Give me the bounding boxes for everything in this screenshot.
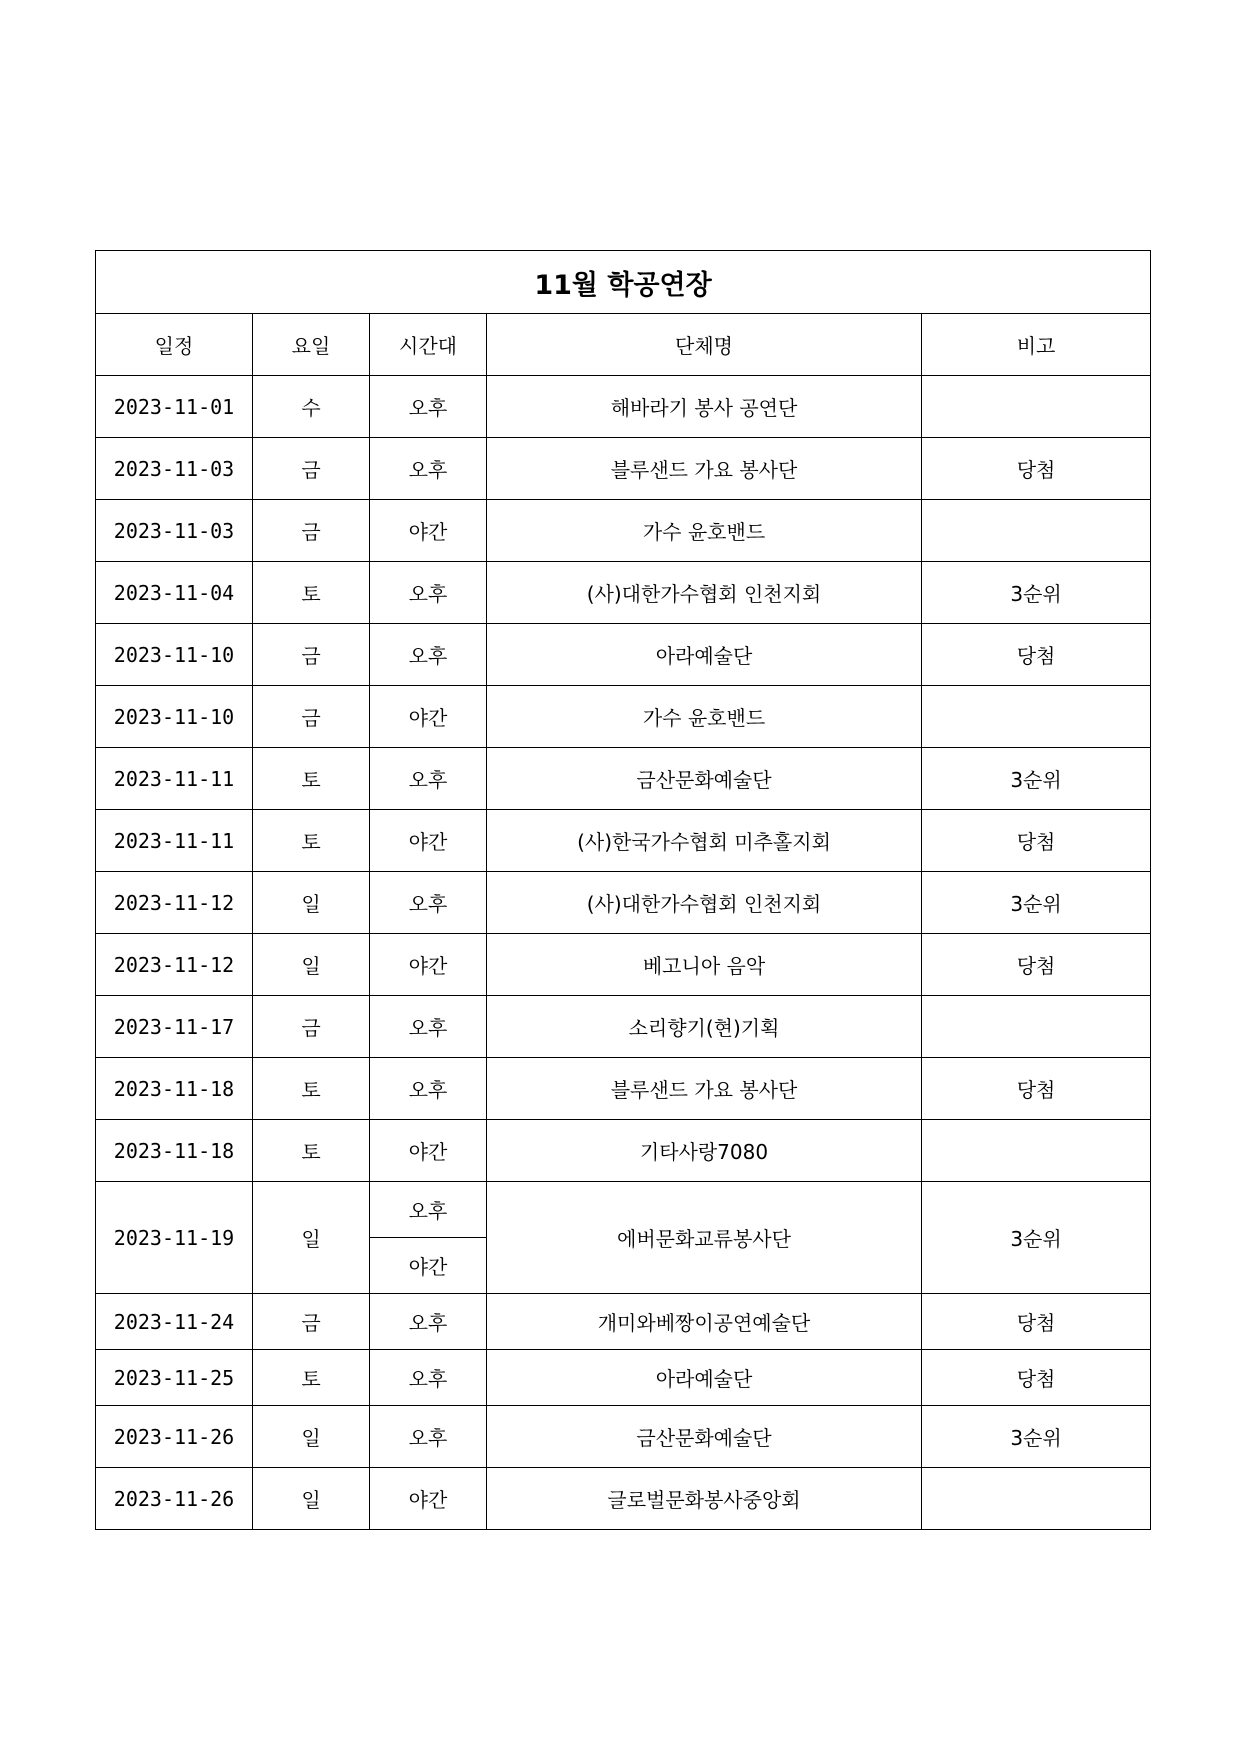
table-row — [96, 810, 1151, 872]
table-row — [96, 500, 1151, 562]
day-cell: 토 — [253, 810, 370, 872]
day-cell: 금 — [253, 624, 370, 686]
day-cell: 일 — [253, 1182, 370, 1294]
day-cell: 금 — [253, 996, 370, 1058]
table-row — [96, 562, 1151, 624]
group-cell: 개미와베짱이공연예술단 — [487, 1294, 922, 1350]
time-cell: 오후 — [370, 748, 487, 810]
day-cell: 일 — [253, 1468, 370, 1530]
table-row — [96, 1468, 1151, 1530]
time-cell: 야간 — [370, 934, 487, 996]
time-cell: 야간 — [370, 500, 487, 562]
group-cell: 에버문화교류봉사단 — [487, 1182, 922, 1294]
table-row — [96, 1294, 1151, 1350]
date-cell: 2023-11-04 — [96, 562, 253, 624]
time-cell: 오후 — [370, 376, 487, 438]
table-header-row — [96, 314, 1151, 376]
group-cell: 소리향기(현)기획 — [487, 996, 922, 1058]
time-cell: 오후 — [370, 1350, 487, 1406]
group-cell: 가수 윤호밴드 — [487, 500, 922, 562]
day-cell: 일 — [253, 1406, 370, 1468]
note-cell: 당첨 — [922, 1058, 1151, 1120]
time-cell: 오후 — [370, 624, 487, 686]
date-cell: 2023-11-01 — [96, 376, 253, 438]
note-cell: 3순위 — [922, 1182, 1151, 1294]
time-cell: 오후 — [370, 1294, 487, 1350]
group-cell: 글로벌문화봉사중앙회 — [487, 1468, 922, 1530]
note-cell — [922, 996, 1151, 1058]
day-cell: 금 — [253, 438, 370, 500]
day-cell: 토 — [253, 1058, 370, 1120]
day-cell: 일 — [253, 934, 370, 996]
group-cell: 가수 윤호밴드 — [487, 686, 922, 748]
time-cell: 야간 — [370, 1120, 487, 1182]
group-cell: (사)대한가수협회 인천지회 — [487, 872, 922, 934]
date-cell: 2023-11-11 — [96, 810, 253, 872]
group-cell: 기타사랑7080 — [487, 1120, 922, 1182]
table-row — [96, 748, 1151, 810]
group-cell: 아라예술단 — [487, 624, 922, 686]
table-row — [96, 1350, 1151, 1406]
day-cell: 금 — [253, 1294, 370, 1350]
day-cell: 금 — [253, 500, 370, 562]
note-cell: 당첨 — [922, 1350, 1151, 1406]
date-cell: 2023-11-12 — [96, 934, 253, 996]
time-cell: 야간 — [370, 810, 487, 872]
day-cell: 일 — [253, 872, 370, 934]
date-cell: 2023-11-10 — [96, 624, 253, 686]
table-row — [96, 1058, 1151, 1120]
time-cell: 오후 — [370, 438, 487, 500]
day-cell: 수 — [253, 376, 370, 438]
date-cell: 2023-11-03 — [96, 500, 253, 562]
table-row — [96, 872, 1151, 934]
note-cell — [922, 500, 1151, 562]
schedule-table — [95, 250, 1151, 1530]
note-cell: 3순위 — [922, 872, 1151, 934]
time-cell: 오후 — [370, 1182, 487, 1238]
note-cell: 당첨 — [922, 934, 1151, 996]
time-cell: 오후 — [370, 562, 487, 624]
group-cell: 베고니아 음악 — [487, 934, 922, 996]
group-cell: 블루샌드 가요 봉사단 — [487, 438, 922, 500]
day-cell: 토 — [253, 748, 370, 810]
note-cell: 당첨 — [922, 438, 1151, 500]
note-cell: 3순위 — [922, 748, 1151, 810]
date-cell: 2023-11-12 — [96, 872, 253, 934]
table-row — [96, 1120, 1151, 1182]
group-cell: 블루샌드 가요 봉사단 — [487, 1058, 922, 1120]
table-row — [96, 624, 1151, 686]
time-cell: 오후 — [370, 1058, 487, 1120]
table-row — [96, 996, 1151, 1058]
note-cell: 3순위 — [922, 1406, 1151, 1468]
group-cell: 금산문화예술단 — [487, 1406, 922, 1468]
table-row — [96, 376, 1151, 438]
time-cell: 오후 — [370, 872, 487, 934]
note-cell — [922, 1120, 1151, 1182]
date-cell: 2023-11-24 — [96, 1294, 253, 1350]
time-cell: 오후 — [370, 996, 487, 1058]
date-cell: 2023-11-18 — [96, 1120, 253, 1182]
column-header-time: 시간대 — [370, 314, 487, 376]
column-header-group: 단체명 — [487, 314, 922, 376]
note-cell: 당첨 — [922, 1294, 1151, 1350]
time-cell: 오후 — [370, 1406, 487, 1468]
date-cell: 2023-11-18 — [96, 1058, 253, 1120]
column-header-note: 비고 — [922, 314, 1151, 376]
date-cell: 2023-11-11 — [96, 748, 253, 810]
column-header-date: 일정 — [96, 314, 253, 376]
table-row — [96, 686, 1151, 748]
date-cell: 2023-11-25 — [96, 1350, 253, 1406]
date-cell: 2023-11-10 — [96, 686, 253, 748]
time-cell: 야간 — [370, 1238, 487, 1294]
day-cell: 토 — [253, 1350, 370, 1406]
group-cell: (사)한국가수협회 미추홀지회 — [487, 810, 922, 872]
group-cell: 금산문화예술단 — [487, 748, 922, 810]
note-cell: 당첨 — [922, 810, 1151, 872]
date-cell: 2023-11-26 — [96, 1468, 253, 1530]
day-cell: 토 — [253, 562, 370, 624]
date-cell: 2023-11-03 — [96, 438, 253, 500]
column-header-day: 요일 — [253, 314, 370, 376]
note-cell — [922, 1468, 1151, 1530]
day-cell: 토 — [253, 1120, 370, 1182]
table-row — [96, 1182, 1151, 1238]
date-cell: 2023-11-26 — [96, 1406, 253, 1468]
table-row — [96, 1406, 1151, 1468]
note-cell — [922, 376, 1151, 438]
group-cell: 아라예술단 — [487, 1350, 922, 1406]
table-row — [96, 934, 1151, 996]
group-cell: (사)대한가수협회 인천지회 — [487, 562, 922, 624]
day-cell: 금 — [253, 686, 370, 748]
note-cell — [922, 686, 1151, 748]
time-cell: 야간 — [370, 1468, 487, 1530]
group-cell: 해바라기 봉사 공연단 — [487, 376, 922, 438]
date-cell: 2023-11-17 — [96, 996, 253, 1058]
note-cell: 3순위 — [922, 562, 1151, 624]
table-title: 11월 학공연장 — [96, 251, 1151, 314]
table-row — [96, 438, 1151, 500]
date-cell: 2023-11-19 — [96, 1182, 253, 1294]
time-cell: 야간 — [370, 686, 487, 748]
note-cell: 당첨 — [922, 624, 1151, 686]
